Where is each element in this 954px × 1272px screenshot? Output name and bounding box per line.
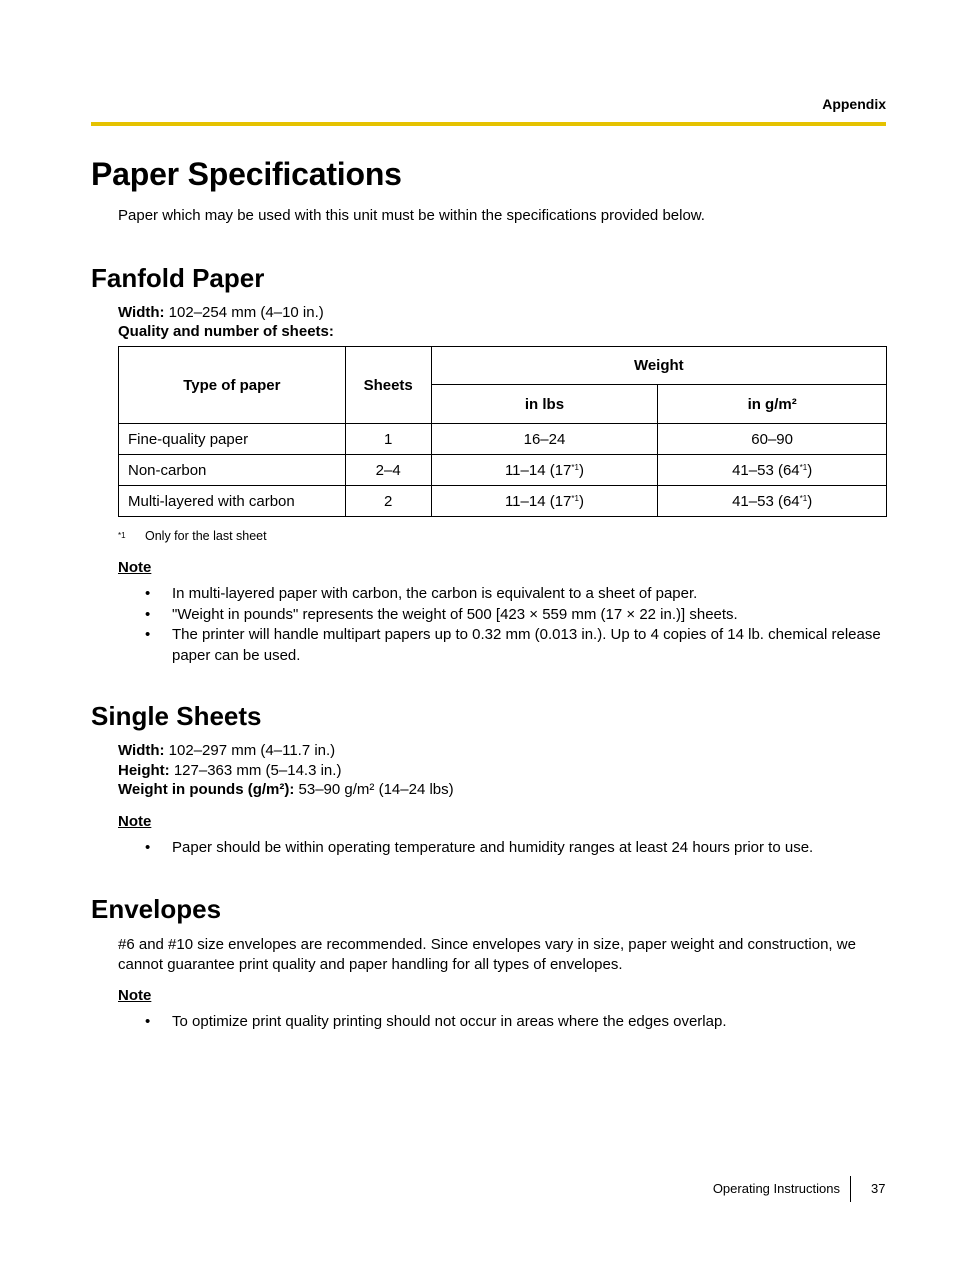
bullet-glyph: •	[145, 839, 151, 856]
bullet-glyph: •	[145, 605, 151, 623]
single-weight	[118, 780, 454, 800]
single-heading: Single Sheets	[91, 701, 262, 731]
cell-gsm: 60–90	[658, 424, 887, 455]
col-header-type: Type of paper	[119, 347, 346, 424]
col-header-sheets: Sheets	[345, 347, 431, 424]
fanfold-width	[118, 303, 324, 323]
footnote-mark: *1	[118, 531, 126, 540]
fanfold-note-list	[145, 584, 885, 666]
cell-sheets: 2	[345, 486, 431, 517]
cell-lbs: 11–14 (17$^{*1}$)	[431, 455, 658, 486]
page-title: Paper Specifications	[91, 156, 402, 192]
single-height-value: 127–363 mm (5–14.3 in.)	[169, 762, 342, 779]
intro-text: Paper which may be used with this unit must be within the specifications provided below.	[118, 207, 705, 224]
single-weight-value: 53–90 g/m² (14–24 lbs)	[294, 781, 454, 798]
fanfold-width-value: 102–254 mm (4–10 in.)	[164, 304, 324, 321]
list-item: • To optimize print quality printing should not occur in areas where the edges overlap.	[145, 1012, 885, 1033]
single-width-label: Width:	[118, 742, 165, 759]
single-height	[118, 761, 341, 781]
list-item: • Paper should be within operating temperature and humidity ranges at least 24 hours prior to use.	[145, 838, 885, 859]
cell-sheets: 1	[345, 424, 431, 455]
col-header-gsm: in g/m²	[658, 385, 887, 424]
cell-gsm: 41–53 (64$^{*1}$)	[658, 455, 887, 486]
fanfold-spec-table	[118, 346, 887, 517]
col-header-weight: Weight	[431, 347, 886, 385]
footnote-text: Only for the last sheet	[145, 529, 267, 543]
fanfold-note-label: Note	[118, 559, 152, 576]
single-width	[118, 741, 335, 761]
cell-gsm: 41–53 (64$^{*1}$)	[658, 486, 887, 517]
table-row	[119, 424, 887, 455]
envelopes-heading: Envelopes	[91, 894, 222, 924]
footer-divider	[850, 1176, 851, 1202]
single-note-label: Note	[118, 813, 152, 830]
list-item: • The printer will handle multipart papers up to 0.32 mm (0.013 in.). Up to 4 copies of 14 lb. chemical release paper can be used.	[145, 626, 881, 664]
table-row	[119, 486, 887, 517]
list-item: • In multi-layered paper with carbon, the carbon is equivalent to a sheet of paper.	[145, 584, 885, 605]
envelopes-note-label: Note	[118, 987, 152, 1004]
cell-sheets: 2–4	[345, 455, 431, 486]
fanfold-heading: Fanfold Paper	[91, 263, 265, 293]
single-width-value: 102–297 mm (4–11.7 in.)	[164, 742, 336, 759]
table-row	[119, 455, 887, 486]
single-height-label: Height:	[118, 762, 170, 779]
bullet-glyph: •	[145, 626, 151, 643]
single-note-list	[145, 838, 885, 859]
col-header-lbs: in lbs	[431, 385, 658, 424]
fanfold-width-label: Width:	[118, 304, 165, 321]
cell-lbs: 16–24	[431, 424, 658, 455]
bullet-glyph: •	[145, 1013, 151, 1030]
list-item: • "Weight in pounds" represents the weight of 500 [423 × 559 mm (17 × 22 in.)] sheets.	[145, 605, 885, 626]
header-rule	[91, 122, 886, 126]
bullet-glyph: •	[145, 585, 151, 602]
footer-doc-label: Operating Instructions	[712, 1181, 840, 1196]
single-weight-label: Weight in pounds (g/m²):	[118, 781, 295, 798]
page-number: 37	[871, 1181, 886, 1196]
cell-type: Multi-layered with carbon	[119, 486, 346, 517]
cell-type: Non-carbon	[119, 455, 346, 486]
envelopes-note-list	[145, 1012, 885, 1033]
fanfold-quality-label: Quality and number of sheets:	[118, 323, 334, 340]
cell-type: Fine-quality paper	[119, 424, 346, 455]
cell-lbs: 11–14 (17$^{*1}$)	[431, 486, 658, 517]
header-section-label: Appendix	[822, 96, 886, 112]
envelopes-text: #6 and #10 size envelopes are recommended. Since envelopes vary in size, paper weight and construction, we cannot guarantee print quality and paper handling for all types of envelopes.	[118, 936, 856, 973]
